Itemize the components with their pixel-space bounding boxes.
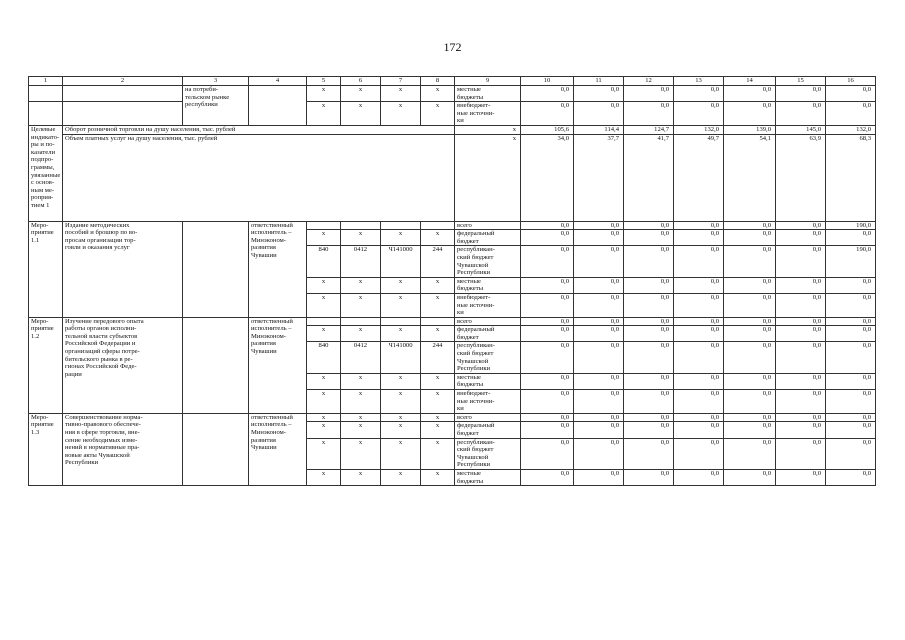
measure-1-2-row-5-value-13: 0,0 (674, 390, 724, 414)
measure-1-3-row-4-value-12: 0,0 (624, 469, 674, 485)
measure-1-2-row-2-value-13: 0,0 (674, 326, 724, 342)
column-number-6: 6 (341, 77, 381, 86)
measure-1-3-row-4-value-15: 0,0 (776, 469, 826, 485)
measure-1-1-row-2-code-target: х (381, 230, 421, 246)
column-number-15: 15 (776, 77, 826, 86)
cont-col1b (29, 102, 63, 126)
column-number-9: 9 (455, 77, 521, 86)
indicator-1-value-15: 145,0 (776, 125, 826, 134)
measure-1-3-col3 (183, 413, 249, 485)
indicator-2-value-11: 37,7 (574, 134, 624, 221)
measure-1-2-row-1-value-14: 0,0 (724, 317, 776, 326)
measure-1-3-row-4-value-13: 0,0 (674, 469, 724, 485)
measure-1-2-row-3-value-15: 0,0 (776, 342, 826, 373)
measure-1-2-row-2-code-target: х (381, 326, 421, 342)
measure-1-2-col3 (183, 317, 249, 413)
column-number-10: 10 (521, 77, 574, 86)
measure-1-2-row-5-value-12: 0,0 (624, 390, 674, 414)
measure-1-1-row-3-value-15: 0,0 (776, 246, 826, 277)
measure-1-1-row-1-value-11: 0,0 (574, 221, 624, 230)
measure-1-3-row-3-code-section: х (341, 438, 381, 469)
measure-1-3-row-1-code-expense: х (421, 413, 455, 422)
measure-1-3-row-2-code-target: х (381, 422, 421, 438)
cont-extra-value-12: 0,0 (624, 102, 674, 126)
column-number-2: 2 (63, 77, 183, 86)
cont-col4 (249, 86, 307, 126)
measure-1-2-row-4-code-section: х (341, 373, 381, 389)
measure-1-1-row-4-code-section: х (341, 277, 381, 293)
measure-1-2-row-1-funding-source: всего (455, 317, 521, 326)
measure-1-2-row-4-value-12: 0,0 (624, 373, 674, 389)
measure-1-3-row-1-value-13: 0,0 (674, 413, 724, 422)
measure-1-1-row-3-code-grbs: 840 (307, 246, 341, 277)
measure-1-3-row-4-value-11: 0,0 (574, 469, 624, 485)
indicator-1-value-16: 132,0 (826, 125, 876, 134)
measure-1-1-row-2-value-15: 0,0 (776, 230, 826, 246)
measure-1-1-row-3-value-11: 0,0 (574, 246, 624, 277)
measure-1-2-row-4-funding-source: местные бюджеты (455, 373, 521, 389)
measure-1-2-row-4-value-16: 0,0 (826, 373, 876, 389)
column-number-3: 3 (183, 77, 249, 86)
column-number-12: 12 (624, 77, 674, 86)
measure-1-3-row-2-code-grbs: х (307, 422, 341, 438)
measure-1-3-row-3-code-target: х (381, 438, 421, 469)
indicator-2-value-10: 34,0 (521, 134, 574, 221)
measure-1-2-row-2-value-15: 0,0 (776, 326, 826, 342)
measure-1-1-row-1-value-12: 0,0 (624, 221, 674, 230)
cont-col2 (63, 86, 183, 102)
measure-1-3-row-2-value-11: 0,0 (574, 422, 624, 438)
measure-1-3-row-4-code-expense: х (421, 469, 455, 485)
measure-1-2-row-5-code-target: х (381, 390, 421, 414)
measure-1-1-row-2-funding-source: федеральный бюджет (455, 230, 521, 246)
measure-1-2-row-2-value-16: 0,0 (826, 326, 876, 342)
table-row (29, 413, 876, 422)
measure-1-1-row-2-value-10: 0,0 (521, 230, 574, 246)
column-number-13: 13 (674, 77, 724, 86)
measure-1-2-row-5-value-14: 0,0 (724, 390, 776, 414)
measure-1-2-row-3-value-11: 0,0 (574, 342, 624, 373)
measure-1-3-row-4-code-grbs: х (307, 469, 341, 485)
indicator-2-value-13: 49,7 (674, 134, 724, 221)
measure-1-2-row-5-funding-source: внебюджет- ные источни- ки (455, 390, 521, 414)
measure-1-1-col3 (183, 221, 249, 317)
measure-1-2-row-3-code-target: Ч141000 (381, 342, 421, 373)
cont-extra-funding-source: внебюджет- ные источни- ки (455, 102, 521, 126)
cont-local-value-16: 0,0 (826, 86, 876, 102)
table-row (29, 102, 876, 126)
measure-1-2-row-1-code-section (341, 317, 381, 326)
page-number: 172 (443, 40, 462, 54)
measure-1-2-row-4-value-15: 0,0 (776, 373, 826, 389)
measure-1-1-row-1-code-section (341, 221, 381, 230)
measure-1-3-row-4-value-16: 0,0 (826, 469, 876, 485)
measure-1-1-row-1-value-15: 0,0 (776, 221, 826, 230)
indicator-1-value-13: 132,0 (674, 125, 724, 134)
measure-1-2-row-2-funding-source: федеральный бюджет (455, 326, 521, 342)
cont-extra-value-10: 0,0 (521, 102, 574, 126)
measure-1-2-row-2-code-grbs: х (307, 326, 341, 342)
cont-local-value-14: 0,0 (724, 86, 776, 102)
measure-1-2-row-4-code-grbs: х (307, 373, 341, 389)
measure-1-1-row-4-code-expense: х (421, 277, 455, 293)
measure-1-2-responsible: ответственный исполнитель – Минэконом- развития Чувашии (249, 317, 307, 413)
measure-1-1-row-5-value-14: 0,0 (724, 293, 776, 317)
indicator-1-value-10: 105,6 (521, 125, 574, 134)
measure-1-1-row-1-value-10: 0,0 (521, 221, 574, 230)
measure-1-3-row-3-code-expense: х (421, 438, 455, 469)
indicator-1-mark: х (455, 125, 521, 134)
measure-1-3-row-2-value-15: 0,0 (776, 422, 826, 438)
measure-1-1-row-1-value-13: 0,0 (674, 221, 724, 230)
measure-1-3-row-2-funding-source: федеральный бюджет (455, 422, 521, 438)
measure-1-2-row-2-value-14: 0,0 (724, 326, 776, 342)
measure-1-2-row-1-value-11: 0,0 (574, 317, 624, 326)
column-number-5: 5 (307, 77, 341, 86)
measure-1-1-row-4-value-12: 0,0 (624, 277, 674, 293)
indicator-2-value-14: 54,1 (724, 134, 776, 221)
measure-1-1-row-5-value-12: 0,0 (624, 293, 674, 317)
measure-1-3-row-1-value-16: 0,0 (826, 413, 876, 422)
measure-1-1-row-3-funding-source: республикан- ский бюджет Чувашской Республики (455, 246, 521, 277)
measure-1-1-row-2-value-14: 0,0 (724, 230, 776, 246)
table-row (29, 134, 876, 221)
measure-1-3-row-1-code-section: х (341, 413, 381, 422)
cont-local-value-10: 0,0 (521, 86, 574, 102)
measure-1-3-row-1-code-grbs: х (307, 413, 341, 422)
cont-col2b (63, 102, 183, 126)
measure-1-2-row-1-value-15: 0,0 (776, 317, 826, 326)
cont-extra-code-section: х (341, 102, 381, 126)
measure-1-3-row-3-value-13: 0,0 (674, 438, 724, 469)
measure-1-1-row-1-funding-source: всего (455, 221, 521, 230)
measure-1-2-row-1-value-13: 0,0 (674, 317, 724, 326)
measure-1-2-row-1-value-12: 0,0 (624, 317, 674, 326)
cont-col1 (29, 86, 63, 102)
indicator-2-value-16: 68,3 (826, 134, 876, 221)
measure-1-1-row-3-code-target: Ч141000 (381, 246, 421, 277)
measure-1-1-row-4-value-13: 0,0 (674, 277, 724, 293)
measure-1-2-row-2-code-expense: х (421, 326, 455, 342)
measure-1-1-row-4-value-15: 0,0 (776, 277, 826, 293)
column-number-4: 4 (249, 77, 307, 86)
measure-1-3-row-3-value-14: 0,0 (724, 438, 776, 469)
cont-extra-code-grbs: х (307, 102, 341, 126)
measure-1-1-row-3-code-expense: 244 (421, 246, 455, 277)
indicator-2-value-15: 63,9 (776, 134, 826, 221)
measure-1-1-row-5-code-grbs: х (307, 293, 341, 317)
measure-1-3-row-1-value-14: 0,0 (724, 413, 776, 422)
cont-extra-value-14: 0,0 (724, 102, 776, 126)
measure-1-2-row-3-value-12: 0,0 (624, 342, 674, 373)
measure-1-1-row-3-value-14: 0,0 (724, 246, 776, 277)
measure-1-3-row-4-code-section: х (341, 469, 381, 485)
measure-1-3-row-2-value-10: 0,0 (521, 422, 574, 438)
cont-extra-code-target: х (381, 102, 421, 126)
cont-local-value-15: 0,0 (776, 86, 826, 102)
measure-1-1-row-2-code-grbs: х (307, 230, 341, 246)
measure-1-2-row-3-code-section: 0412 (341, 342, 381, 373)
indicator-1-value-11: 114,4 (574, 125, 624, 134)
measure-1-1-row-3-code-section: 0412 (341, 246, 381, 277)
measure-1-2-row-4-value-14: 0,0 (724, 373, 776, 389)
measure-1-3-row-2-code-expense: х (421, 422, 455, 438)
measure-1-1-name: Издание методических пособий и брошюр по во- просам организации тор- говли и оказания услуг (63, 221, 183, 317)
cont-local-code-section: х (341, 86, 381, 102)
measure-1-1-row-1-value-16: 190,0 (826, 221, 876, 230)
measure-1-2-row-4-code-expense: х (421, 373, 455, 389)
measure-1-2-row-1-value-10: 0,0 (521, 317, 574, 326)
measure-1-1-row-1-value-14: 0,0 (724, 221, 776, 230)
measure-1-1-row-2-value-16: 0,0 (826, 230, 876, 246)
measure-1-1-row-5-value-15: 0,0 (776, 293, 826, 317)
cont-local-value-13: 0,0 (674, 86, 724, 102)
measure-1-2-row-2-value-12: 0,0 (624, 326, 674, 342)
measure-1-2-row-4-value-11: 0,0 (574, 373, 624, 389)
cont-extra-value-13: 0,0 (674, 102, 724, 126)
measure-1-3-row-1-value-12: 0,0 (624, 413, 674, 422)
measure-1-2-row-5-code-grbs: х (307, 390, 341, 414)
measure-1-1-row-2-value-12: 0,0 (624, 230, 674, 246)
cont-local-code-target: х (381, 86, 421, 102)
column-header-row (29, 77, 876, 86)
cont-col3: на потреби- тельском рынке республики (183, 86, 249, 126)
measure-1-2-row-4-value-13: 0,0 (674, 373, 724, 389)
measure-1-1-row-4-value-10: 0,0 (521, 277, 574, 293)
measure-1-1-row-5-value-16: 0,0 (826, 293, 876, 317)
measure-1-3-row-1-code-target: х (381, 413, 421, 422)
measure-1-1-row-4-value-14: 0,0 (724, 277, 776, 293)
measure-1-1-row-5-code-section: х (341, 293, 381, 317)
measure-1-2-row-3-value-16: 0,0 (826, 342, 876, 373)
measure-1-3-row-4-funding-source: местные бюджеты (455, 469, 521, 485)
measure-1-1-row-2-value-13: 0,0 (674, 230, 724, 246)
measure-1-2-row-1-code-target (381, 317, 421, 326)
measure-1-2-row-4-value-10: 0,0 (521, 373, 574, 389)
measure-1-2-row-1-value-16: 0,0 (826, 317, 876, 326)
measure-1-2-row-5-value-11: 0,0 (574, 390, 624, 414)
indicator-1-text: Оборот розничной торговли на душу населения, тыс. рублей (63, 125, 455, 134)
measure-1-1-row-5-value-11: 0,0 (574, 293, 624, 317)
indicator-2-mark: х (455, 134, 521, 221)
measure-1-2-row-3-code-grbs: 840 (307, 342, 341, 373)
measure-1-2-row-5-value-16: 0,0 (826, 390, 876, 414)
measure-1-1-row-4-value-16: 0,0 (826, 277, 876, 293)
measure-1-1-row-3-value-10: 0,0 (521, 246, 574, 277)
measure-1-3-row-3-value-12: 0,0 (624, 438, 674, 469)
cont-local-value-12: 0,0 (624, 86, 674, 102)
measure-1-3-row-2-value-12: 0,0 (624, 422, 674, 438)
measure-1-1-row-3-value-12: 0,0 (624, 246, 674, 277)
targets-label: Целевые индикато- ры и по- казатели подпро- граммы, увязанные с основ- ным ме- роприя- тием 1 (29, 125, 63, 221)
measure-1-3-row-2-code-section: х (341, 422, 381, 438)
measure-1-2-row-5-code-section: х (341, 390, 381, 414)
measure-1-1-row-2-value-11: 0,0 (574, 230, 624, 246)
measure-1-3-responsible: ответственный исполнитель – Минэконом- развития Чувашии (249, 413, 307, 485)
measure-1-2-row-5-value-10: 0,0 (521, 390, 574, 414)
measure-1-2-row-1-code-grbs (307, 317, 341, 326)
measure-1-1-row-5-code-target: х (381, 293, 421, 317)
indicator-1-value-14: 139,0 (724, 125, 776, 134)
measure-1-2-row-3-value-13: 0,0 (674, 342, 724, 373)
measure-1-3-row-4-value-14: 0,0 (724, 469, 776, 485)
table-row (29, 221, 876, 230)
measure-1-1-row-5-funding-source: внебюджет- ные источни- ки (455, 293, 521, 317)
measure-1-3-row-4-value-10: 0,0 (521, 469, 574, 485)
measure-1-3-id: Меро- приятие 1.3 (29, 413, 63, 485)
measure-1-2-row-5-value-15: 0,0 (776, 390, 826, 414)
column-number-1: 1 (29, 77, 63, 86)
measure-1-2-row-3-funding-source: республикан- ский бюджет Чувашской Республики (455, 342, 521, 373)
measure-1-1-row-4-code-grbs: х (307, 277, 341, 293)
measure-1-2-row-3-value-10: 0,0 (521, 342, 574, 373)
measure-1-2-row-2-code-section: х (341, 326, 381, 342)
table-row (29, 317, 876, 326)
measure-1-2-row-4-code-target: х (381, 373, 421, 389)
measure-1-1-row-1-code-grbs (307, 221, 341, 230)
measure-1-1-row-4-code-target: х (381, 277, 421, 293)
measure-1-3-row-1-value-10: 0,0 (521, 413, 574, 422)
measure-1-3-row-3-funding-source: республикан- ский бюджет Чувашской Республики (455, 438, 521, 469)
measure-1-3-row-1-funding-source: всего (455, 413, 521, 422)
measure-1-1-row-2-code-expense: х (421, 230, 455, 246)
cont-extra-value-11: 0,0 (574, 102, 624, 126)
measure-1-3-row-3-value-11: 0,0 (574, 438, 624, 469)
cont-local-code-grbs: х (307, 86, 341, 102)
measure-1-3-row-1-value-15: 0,0 (776, 413, 826, 422)
column-number-8: 8 (421, 77, 455, 86)
measure-1-1-row-4-funding-source: местные бюджеты (455, 277, 521, 293)
measure-1-1-row-5-value-13: 0,0 (674, 293, 724, 317)
column-number-7: 7 (381, 77, 421, 86)
cont-extra-value-15: 0,0 (776, 102, 826, 126)
measure-1-1-row-4-value-11: 0,0 (574, 277, 624, 293)
table-row (29, 125, 876, 134)
measure-1-3-row-2-value-14: 0,0 (724, 422, 776, 438)
program-table (28, 76, 876, 486)
cont-extra-value-16: 0,0 (826, 102, 876, 126)
measure-1-3-row-2-value-13: 0,0 (674, 422, 724, 438)
measure-1-1-row-5-value-10: 0,0 (521, 293, 574, 317)
measure-1-2-id: Меро- приятие 1.2 (29, 317, 63, 413)
measure-1-3-name: Совершенствование норма- тивно-правового обеспече- ния в сфере торговли, вне- сение необходимых изме- нений в нормативные пра- вовые акты Чувашской Республики (63, 413, 183, 485)
measure-1-3-row-3-value-15: 0,0 (776, 438, 826, 469)
column-number-11: 11 (574, 77, 624, 86)
measure-1-3-row-3-code-grbs: х (307, 438, 341, 469)
measure-1-2-row-3-value-14: 0,0 (724, 342, 776, 373)
measure-1-1-row-5-code-expense: х (421, 293, 455, 317)
measure-1-2-row-3-code-expense: 244 (421, 342, 455, 373)
indicator-2-text: Объем платных услуг на душу населения, тыс. рублей (63, 134, 455, 221)
measure-1-3-row-4-code-target: х (381, 469, 421, 485)
column-number-16: 16 (826, 77, 876, 86)
measure-1-2-row-1-code-expense (421, 317, 455, 326)
cont-local-code-expense: х (421, 86, 455, 102)
measure-1-3-row-1-value-11: 0,0 (574, 413, 624, 422)
measure-1-1-row-3-value-13: 0,0 (674, 246, 724, 277)
measure-1-2-row-2-value-10: 0,0 (521, 326, 574, 342)
measure-1-1-row-1-code-expense (421, 221, 455, 230)
column-number-14: 14 (724, 77, 776, 86)
measure-1-3-row-3-value-10: 0,0 (521, 438, 574, 469)
measure-1-1-row-1-code-target (381, 221, 421, 230)
indicator-1-value-12: 124,7 (624, 125, 674, 134)
cont-local-funding-source: местные бюджеты (455, 86, 521, 102)
measure-1-1-row-3-value-16: 190,0 (826, 246, 876, 277)
measure-1-3-row-3-value-16: 0,0 (826, 438, 876, 469)
measure-1-2-row-2-value-11: 0,0 (574, 326, 624, 342)
indicator-2-value-12: 41,7 (624, 134, 674, 221)
cont-local-value-11: 0,0 (574, 86, 624, 102)
cont-extra-code-expense: х (421, 102, 455, 126)
measure-1-2-name: Изучение передового опыта работы органов исполни- тельной власти субъектов Российской Федерации и организаций сферы потре- бительского рынка в ре- гионах Российской Феде- рации (63, 317, 183, 413)
measure-1-1-row-2-code-section: х (341, 230, 381, 246)
measure-1-2-row-5-code-expense: х (421, 390, 455, 414)
measure-1-1-responsible: ответственный исполнитель – Минэконом- развития Чувашии (249, 221, 307, 317)
table-row (29, 86, 876, 102)
measure-1-3-row-2-value-16: 0,0 (826, 422, 876, 438)
measure-1-1-id: Меро- приятие 1.1 (29, 221, 63, 317)
